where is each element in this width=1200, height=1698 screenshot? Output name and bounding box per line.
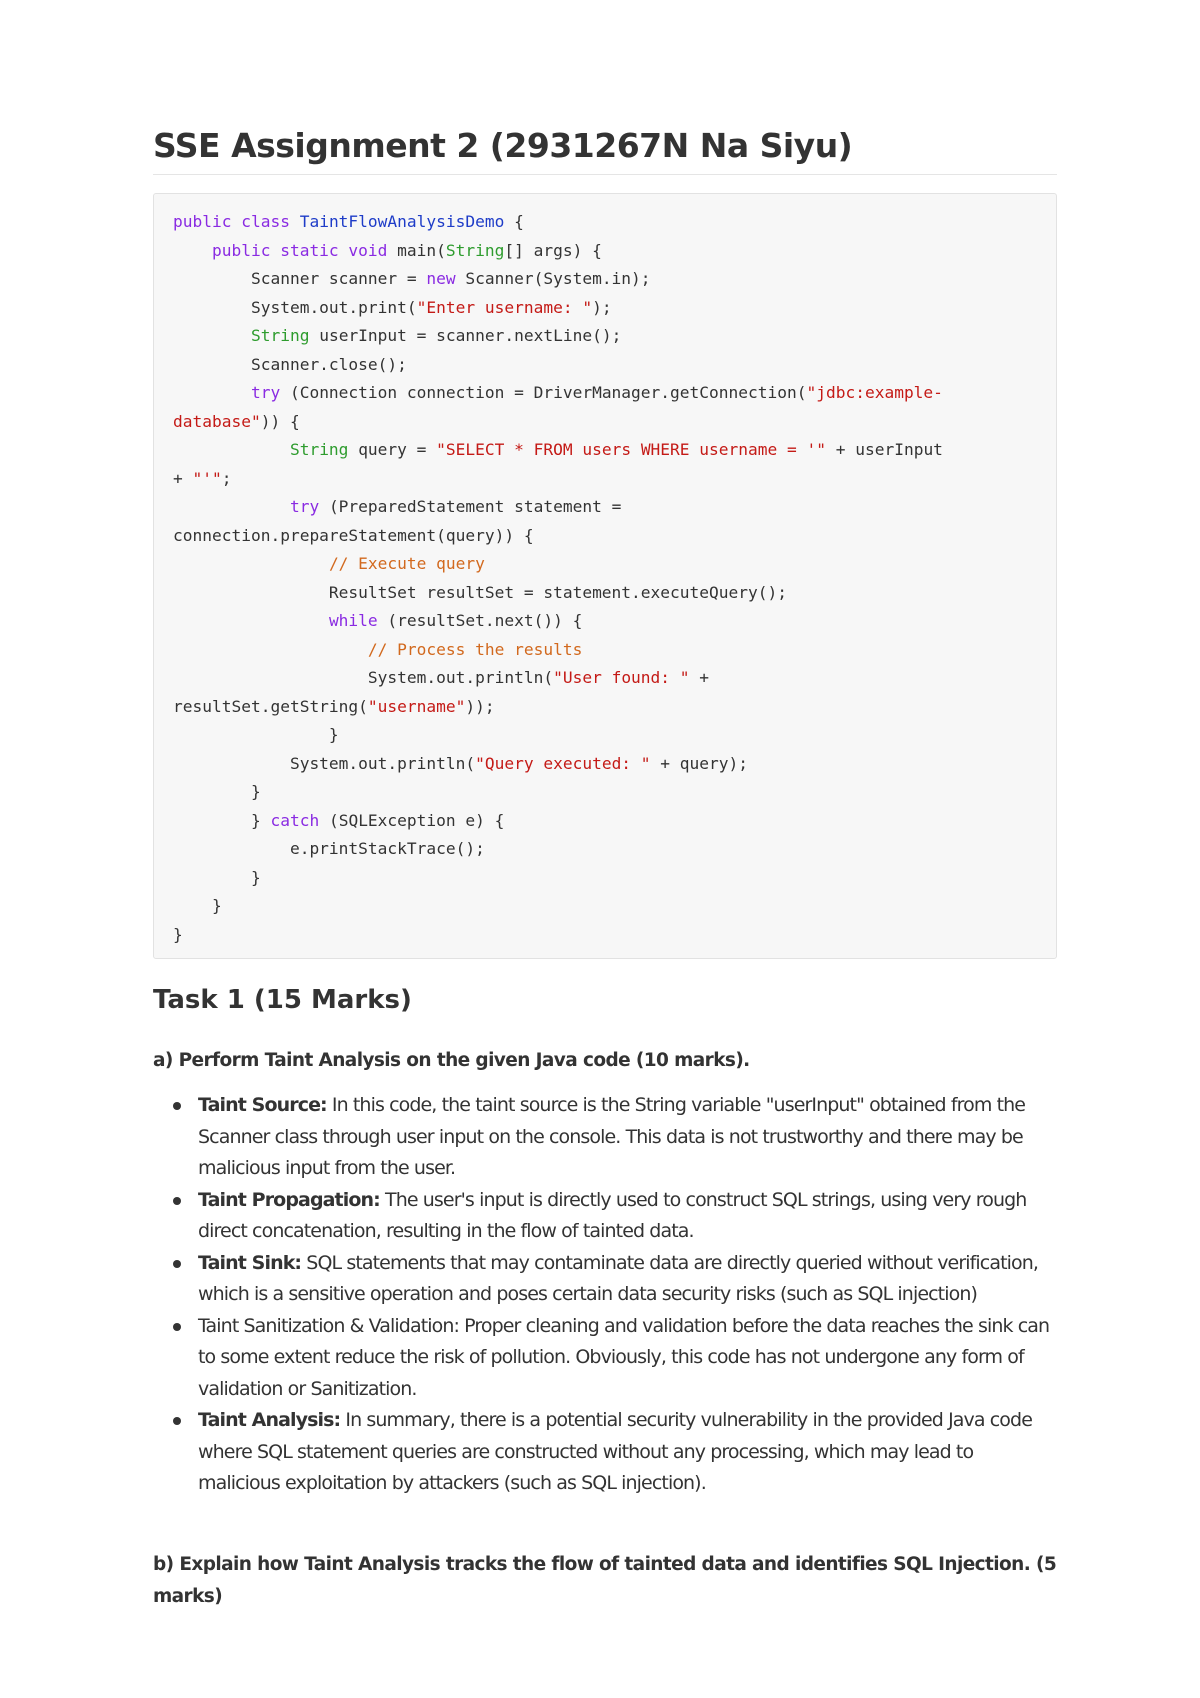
code-token <box>173 241 212 260</box>
code-line <box>173 636 1038 665</box>
code-line <box>173 579 1038 608</box>
code-token: try <box>289 497 329 516</box>
code-token: } <box>173 725 339 744</box>
code-token: (resultSet.next()) { <box>387 611 583 630</box>
code-token: TaintFlowAnalysisDemo <box>299 212 505 231</box>
code-token: String <box>445 240 505 260</box>
code-token: + <box>173 468 193 488</box>
part-b-heading: b) Explain how Taint Analysis tracks the flow of tainted data and identifies SQL Injection. (5 marks) <box>153 1554 1057 1607</box>
code-line <box>173 721 1038 750</box>
code-line <box>173 465 1038 494</box>
code-token: System.out.println( <box>173 753 476 773</box>
code-token <box>173 383 251 402</box>
code-token: ResultSet resultSet = statement.executeQuery(); <box>173 582 787 602</box>
code-token: } <box>173 810 271 830</box>
code-token: catch <box>270 810 329 830</box>
code-token: "jdbc:example- <box>806 383 943 402</box>
code-token: + userInput <box>825 440 943 459</box>
list-item <box>153 1311 1057 1406</box>
bullet-text: SQL statements that may contaminate data are directly queried without verification, which is a sensitive operation and poses certain data security risks (such as SQL injection) <box>198 1251 1039 1305</box>
code-token <box>173 611 329 630</box>
code-token <box>173 497 290 516</box>
code-token: ; <box>221 468 232 488</box>
code-token: userInput = scanner.nextLine(); <box>319 326 622 345</box>
code-line <box>173 237 1038 266</box>
code-line <box>173 436 1038 465</box>
code-token: // Execute query <box>328 554 485 573</box>
code-token <box>173 440 290 459</box>
code-line <box>173 322 1038 351</box>
code-token: String <box>250 326 320 345</box>
code-token: } <box>173 782 261 801</box>
code-token: System.out.println( <box>173 668 554 687</box>
code-line <box>173 265 1038 294</box>
list-item <box>153 1185 1057 1248</box>
code-token: public static void <box>211 240 398 260</box>
bullet-text: The user's input is directly used to construct SQL strings, using very rough direct concatenation, resulting in the flow of tainted data. <box>198 1188 1027 1242</box>
code-line <box>173 379 1038 408</box>
code-token: new <box>426 269 466 288</box>
code-token: (Connection connection = DriverManager.getConnection( <box>289 383 807 402</box>
page-title: SSE Assignment 2 (2931267N Na Siyu) <box>153 126 1057 175</box>
code-token: [] args) { <box>504 240 602 260</box>
code-token: query = <box>358 440 437 459</box>
code-token: { <box>504 212 524 231</box>
code-line <box>173 750 1038 779</box>
bullet-label: Taint Analysis: <box>198 1409 341 1431</box>
code-token <box>173 554 329 573</box>
code-line <box>173 208 1038 237</box>
code-token: main( <box>397 240 446 260</box>
code-token: e.printStackTrace(); <box>173 839 485 858</box>
code-token: (SQLException e) { <box>328 810 505 830</box>
list-item <box>153 1090 1057 1185</box>
code-token: database" <box>173 411 261 431</box>
code-token: } <box>173 924 183 944</box>
code-line <box>173 864 1038 893</box>
bullet-text: In summary, there is a potential security vulnerability in the provided Java code where SQL statement queries are constructed without any processing, which may lead to malicious exploitation by attackers (such as SQL injection). <box>198 1409 1032 1494</box>
code-line <box>173 607 1038 636</box>
code-token: "'" <box>192 468 222 488</box>
code-token: + query); <box>650 753 749 773</box>
code-token <box>173 640 368 659</box>
code-line <box>173 892 1038 921</box>
bullet-label: Taint Propagation: <box>198 1188 380 1211</box>
list-item <box>153 1248 1057 1311</box>
code-line <box>173 807 1038 836</box>
list-item <box>153 1405 1057 1500</box>
code-token: } <box>173 896 222 915</box>
bullet-label: Taint Sink: <box>198 1251 302 1274</box>
code-line <box>173 522 1038 551</box>
code-token: "Enter username: " <box>416 297 593 317</box>
code-token: Scanner(System.in); <box>465 269 651 288</box>
code-token: public class <box>173 212 300 231</box>
code-line <box>173 693 1038 722</box>
code-token: } <box>173 867 261 887</box>
bullet-text: Taint Sanitization & Validation: Proper cleaning and validation before the data reaches the sink can to some extent reduce the risk of pollution. Obviously, this code has not undergone any form of validation or Sanitization. <box>198 1314 1050 1400</box>
bullet-label: Taint Source: <box>198 1094 327 1116</box>
code-token: String <box>289 440 359 459</box>
code-token: "username" <box>367 696 466 716</box>
code-token: Scanner scanner = <box>173 269 427 288</box>
bullet-text: In this code, the taint source is the String variable "userInput" obtained from the Scanner class through user input on the console. This data is not trustworthy and there may be malicious input from the user. <box>198 1094 1026 1179</box>
code-token: Scanner.close(); <box>173 354 407 374</box>
code-token: "SELECT * FROM users WHERE username = '" <box>436 440 826 459</box>
code-line <box>173 550 1038 579</box>
code-token: try <box>250 383 290 402</box>
task1-heading: Task 1 (15 Marks) <box>153 985 412 1015</box>
part-a-heading: a) Perform Taint Analysis on the given Java code (10 marks). <box>153 1050 750 1071</box>
code-token: // Process the results <box>367 639 583 659</box>
code-token <box>173 326 251 345</box>
code-token: )); <box>465 696 495 716</box>
code-token: connection.prepareStatement(query)) { <box>173 525 534 545</box>
code-line <box>173 351 1038 380</box>
code-token: resultSet.getString( <box>173 696 368 716</box>
code-line <box>173 493 1038 522</box>
code-line <box>173 294 1038 323</box>
code-line <box>173 835 1038 864</box>
code-line <box>173 778 1038 807</box>
code-block <box>153 193 1057 959</box>
code-token: while <box>328 611 388 630</box>
taint-analysis-list <box>153 1090 1057 1500</box>
code-line <box>173 408 1038 437</box>
code-token: )) { <box>260 411 300 431</box>
code-token: (PreparedStatement statement = <box>328 497 622 516</box>
code-token: "User found: " <box>553 668 690 687</box>
code-line <box>173 921 1038 950</box>
code-token: ); <box>592 297 612 317</box>
code-line <box>173 664 1038 693</box>
code-token: System.out.print( <box>173 297 417 317</box>
code-token: + <box>689 668 710 687</box>
code-token: "Query executed: " <box>475 753 651 773</box>
